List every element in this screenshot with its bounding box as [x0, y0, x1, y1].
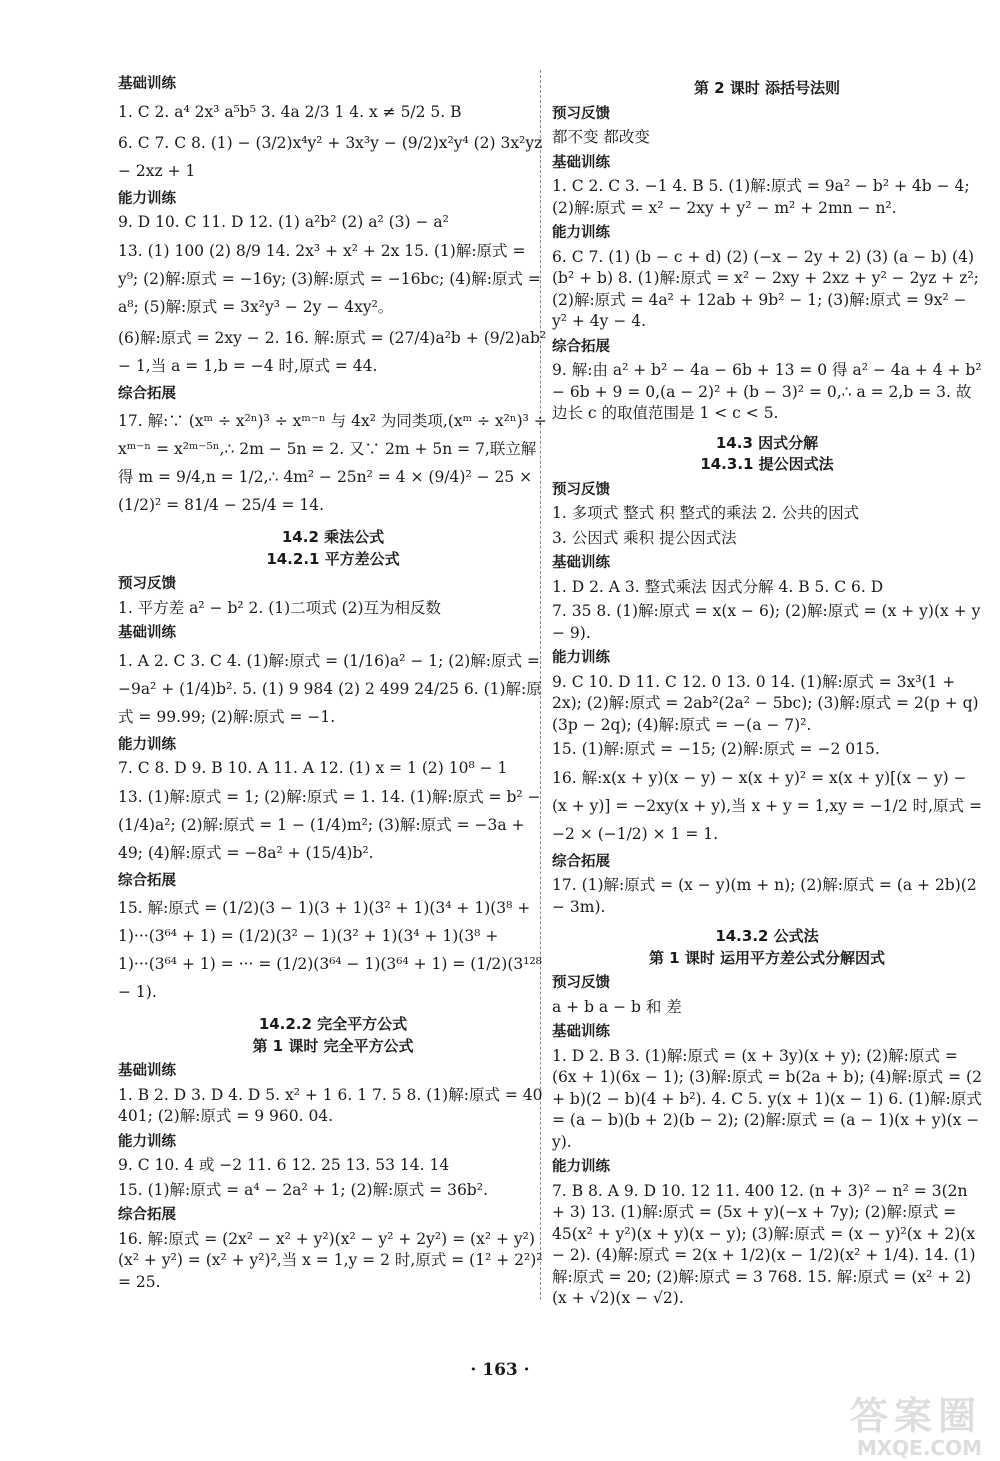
lesson-title: 第 1 课时 完全平方公式 — [252, 1036, 414, 1055]
answer-line: 7. B 8. A 9. D 10. 12 11. 400 12. (n + 3)² − n² = 3(2n + 3) 13. (1)解:原式 = (5x + y)(−x + 7y); (2)解:原式 = 45(x² + y²)(x + y)(x − y); (3)解:原式 = (x − y)²(x + 2)(x − 2). (4)解:原式 = 2(x + 1/2)(x − 1/2)(x² + 1/4). 14. (1)解:原式 = 20; (2)解:原式 = 3 768. 15. 解:原式 = (x² + 2)(x + √2)(x − √2). — [552, 1181, 976, 1307]
section-heading: 综合拓展 — [118, 385, 176, 402]
watermark-url: MXQE.COM — [856, 1436, 982, 1460]
answer-line: (6)解:原式 = 2xy − 2. 16. 解:原式 = (27/4)a²b + (9/2)ab² − 1,当 a = 1,b = −4 时,原式 = 44. — [118, 328, 547, 375]
answer-line: 3. 公因式 乘积 提公因式法 — [552, 528, 737, 547]
lesson-title: 第 1 课时 运用平方差公式分解因式 — [648, 948, 886, 967]
answer-line: 17. 解:∵ (xᵐ ÷ x²ⁿ)³ ÷ xᵐ⁻ⁿ 与 4x² 为同类项,(xᵐ ÷ x²ⁿ)³ ÷ xᵐ⁻ⁿ = x²ᵐ⁻⁵ⁿ,∴ 2m − 5n = 2. 又∵ 2m + 5n = 7,联立解得 m = 9/4,n = 1/2,∴ 4m² − 25n² = 4 × (9/4)² − 25 × (1/2)² = 81/4 − 25/4 = 14. — [118, 412, 547, 514]
answer-line: 7. 35 8. (1)解:原式 = x(x − 6); (2)解:原式 = (x + y)(x + y − 9). — [552, 602, 981, 642]
answer-line: 9. C 10. 4 或 −2 11. 6 12. 25 13. 53 14. 14 — [118, 1156, 450, 1174]
answer-line: 16. 解:x(x + y)(x − y) − x(x + y)² = x(x + y)[(x − y) − (x + y)] = −2xy(x + y),当 x + y = 1,xy = −1/2 时,原式 = −2 × (−1/2) × 1 = 1. — [552, 768, 982, 843]
section-heading: 预习反馈 — [118, 576, 176, 592]
answer-line: 1. D 2. B 3. (1)解:原式 = (x + 3y)(x + y); (2)解:原式 = (6x + 1)(6x − 1); (3)解:原式 = b(2a + b); (4)解:原式 = (2 + b)(2 − b)(4 + b²). 4. C 5. y(x + 1)(x − 1) 6. (1)解:原式 = (a − b)(b + 2)(b − 2); (2)解:原式 = (a − 1)(x + y)(x − y). — [552, 1046, 982, 1151]
answer-line: 13. (1) 100 (2) 8/9 14. 2x³ + x² + 2x 15. (1)解:原式 = y⁹; (2)解:原式 = −16y; (3)解:原式 = −16bc; (4)解:原式 = a⁸; (5)解:原式 = 3x²y³ − 2y − 4xy²。 — [118, 241, 541, 316]
answer-line: 9. D 10. C 11. D 12. (1) a²b² (2) a² (3) − a² — [118, 213, 449, 231]
answer-line: 15. (1)解:原式 = a⁴ − 2a² + 1; (2)解:原式 = 36b². — [118, 1180, 488, 1199]
subsection-title: 14.3.1 提公因式法 — [700, 455, 834, 473]
section-heading: 基础训练 — [118, 76, 176, 92]
answer-line: 1. 多项式 整式 积 整式的乘法 2. 公共的因式 — [552, 504, 860, 522]
subsection-title: 14.2.2 完全平方公式 — [258, 1015, 408, 1033]
subsection-title: 14.3.2 公式法 — [715, 927, 819, 945]
answer-line: 9. C 10. D 11. C 12. 0 13. 0 14. (1)解:原式 = 3x³(1 + 2x); (2)解:原式 = 2ab²(2a² − 5bc); (3)解:原式 = 2(p + q)(3p − 2q); (4)解:原式 = −(a − 7)². — [552, 672, 979, 734]
section-heading: 综合拓展 — [118, 872, 176, 889]
answer-line: 17. (1)解:原式 = (x − y)(m + n); (2)解:原式 = (a + 2b)(2 − 3m). — [552, 876, 977, 916]
section-heading: 预习反馈 — [552, 105, 610, 122]
answer-line: 9. 解:由 a² + b² − 4a − 6b + 13 = 0 得 a² − 4a + 4 + b² − 6b + 9 = 0,(a − 2)² + (b − 3)² = 0,∴ a = 2,b = 3. 故边长 c 的取值范围是 1 < c < 5. — [552, 361, 982, 422]
answer-line: 6. C 7. (1) (b − c + d) (2) (−x − 2y + 2) (3) (a − b) (4) (b² + b) 8. (1)解:原式 = x² − 2xy + 2xz + y² − 2yz + z²; (2)解:原式 = 4a² + 12ab + 9b² − 1; (3)解:原式 = 9x² − y² + 4y − 4. — [552, 247, 979, 330]
answer-line: 7. C 8. D 9. B 10. A 11. A 12. (1) x = 1 (2) 10⁸ − 1 — [118, 759, 508, 777]
answer-line: 13. (1)解:原式 = 1; (2)解:原式 = 1. 14. (1)解:原式 = b² − (1/4)a²; (2)解:原式 = 1 − (1/4)m²; (3)解:原式 = −3a + 49; (4)解:原式 = −8a² + (15/4)b². — [118, 787, 541, 862]
section-heading: 基础训练 — [118, 625, 176, 641]
section-heading: 能力训练 — [118, 1133, 176, 1150]
answer-line: 1. 平方差 a² − b² 2. (1)二项式 (2)互为相反数 — [118, 598, 442, 617]
section-heading: 综合拓展 — [552, 853, 610, 870]
section-heading: 预习反馈 — [552, 975, 610, 991]
section-title: 14.2 乘法公式 — [281, 528, 385, 546]
page-number: · 163 · — [470, 1360, 530, 1380]
answer-line: 1. C 2. a⁴ 2x³ a⁵b⁵ 3. 4a 2/3 1 4. x ≠ 5/2 5. B — [118, 102, 462, 121]
answer-line: a + b a − b 和 差 — [552, 997, 682, 1016]
section-heading: 基础训练 — [552, 555, 610, 571]
section-title: 14.3 因式分解 — [715, 433, 819, 452]
answer-line: 都不变 都改变 — [552, 128, 650, 146]
right-column — [552, 70, 982, 1313]
answer-line: 16. 解:原式 = (2x² − x² + y²)(x² − y² + 2y²) = (x² + y²)(x² + y²) = (x² + y²)²,当 x = 1,y = 2 时,原式 = (1² + 2²)² = 25. — [118, 1229, 543, 1291]
section-heading: 综合拓展 — [118, 1207, 176, 1223]
section-heading: 能力训练 — [118, 190, 176, 207]
section-heading: 预习反馈 — [552, 481, 610, 498]
watermark-text: 答案圈 — [849, 1394, 982, 1438]
watermark-logo — [772, 1385, 982, 1460]
left-column — [118, 70, 548, 1296]
lesson-title: 第 2 课时 添括号法则 — [693, 79, 841, 97]
answer-line: 1. A 2. C 3. C 4. (1)解:原式 = (1/16)a² − 1; (2)解:原式 = −9a² + (1/4)b². 5. (1) 9 984 (2) 2 499 24/25 6. (1)解:原式 = 99.99; (2)解:原式 = −1. — [118, 651, 542, 726]
section-heading: 能力训练 — [552, 650, 610, 666]
subsection-title: 14.2.1 平方差公式 — [266, 549, 400, 568]
answer-line: 1. D 2. A 3. 整式乘法 因式分解 4. B 5. C 6. D — [552, 577, 884, 596]
section-heading: 能力训练 — [552, 225, 610, 241]
section-heading: 基础训练 — [118, 1063, 176, 1079]
section-heading: 能力训练 — [552, 1159, 610, 1175]
answer-line: 1. C 2. C 3. −1 4. B 5. (1)解:原式 = 9a² − b² + 4b − 4; (2)解:原式 = x² − 2xy + y² − m² + 2mn − n². — [552, 177, 970, 217]
section-heading: 基础训练 — [552, 1024, 610, 1040]
section-heading: 基础训练 — [552, 154, 610, 171]
section-heading: 能力训练 — [118, 736, 176, 753]
answer-line: 15. (1)解:原式 = −15; (2)解:原式 = −2 015. — [552, 740, 880, 758]
answer-line: 6. C 7. C 8. (1) − (3/2)x⁴y² + 3x³y − (9/2)x²y⁴ (2) 3x²yz − 2xz + 1 — [118, 133, 543, 180]
answer-line: 15. 解:原式 = (1/2)(3 − 1)(3 + 1)(3² + 1)(3⁴ + 1)(3⁸ + 1)···(3⁶⁴ + 1) = (1/2)(3² − 1)(3² + 1)(3⁴ + 1)(3⁸ + 1)···(3⁶⁴ + 1) = ··· = (1/2)(3⁶⁴ − 1)(3⁶⁴ + 1) = (1/2)(3¹²⁸ − 1). — [118, 899, 542, 1001]
section-heading: 综合拓展 — [552, 338, 610, 355]
answer-line: 1. B 2. D 3. D 4. D 5. x² + 1 6. 1 7. 5 8. (1)解:原式 = 40 401; (2)解:原式 = 9 960. 04. — [118, 1085, 543, 1125]
